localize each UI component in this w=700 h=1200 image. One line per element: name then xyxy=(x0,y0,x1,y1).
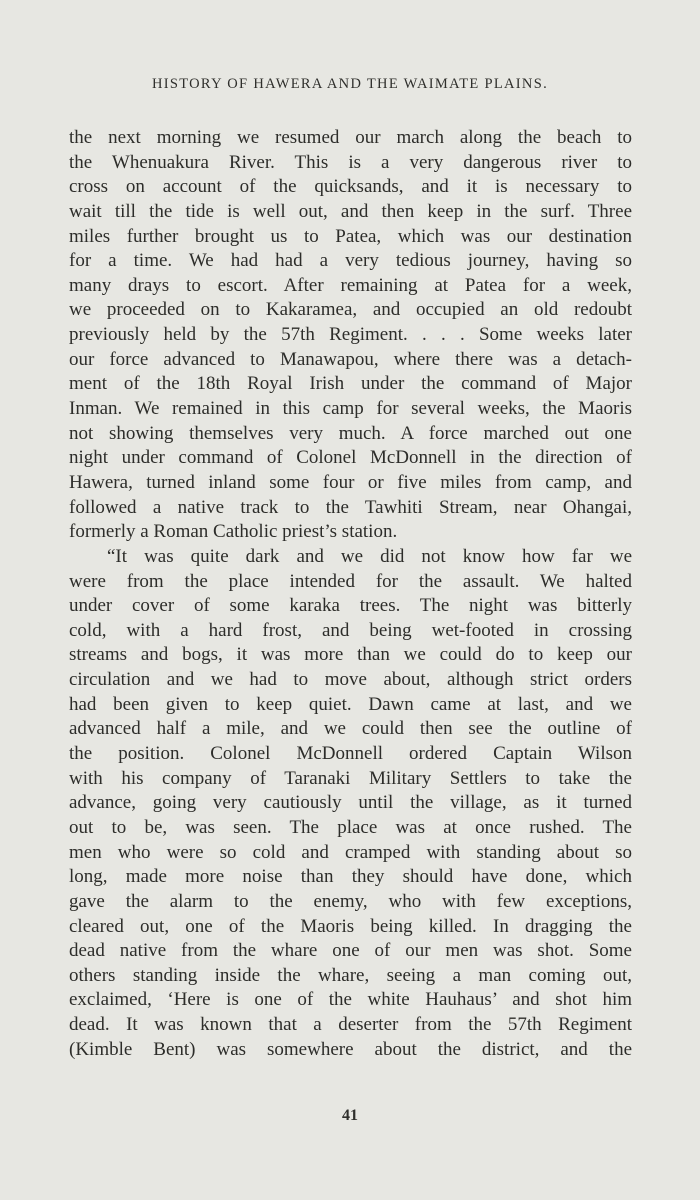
text-line: gave the alarm to the enemy, who with few exceptions, xyxy=(69,890,632,912)
text-line: had been given to keep quiet. Dawn came at last, and we xyxy=(69,693,632,715)
text-line: circulation and we had to move about, although strict orders xyxy=(69,669,632,691)
text-line: cold, with a hard frost, and being wet-footed in crossing xyxy=(69,619,632,641)
text-line: formerly a Roman Catholic priest’s station. xyxy=(69,521,398,543)
text-line: followed a native track to the Tawhiti Stream, near Ohangai, xyxy=(69,496,632,518)
text-line: under cover of some karaka trees. The night was bitterly xyxy=(69,595,632,617)
text-line: we proceeded on to Kakaramea, and occupied an old redoubt xyxy=(69,299,632,321)
text-line: out to be, was seen. The place was at once rushed. The xyxy=(69,816,632,838)
text-line: cross on account of the quicksands, and it is necessary to xyxy=(69,176,632,198)
text-line: Hawera, turned inland some four or five miles from camp, and xyxy=(69,471,632,493)
text-line: the Whenuakura River. This is a very dangerous river to xyxy=(69,151,632,173)
text-line: dead. It was known that a deserter from the 57th Regiment xyxy=(69,1014,632,1036)
text-line: advance, going very cautiously until the village, as it turned xyxy=(69,792,632,814)
text-line: for a time. We had had a very tedious journey, having so xyxy=(69,250,632,272)
running-head: HISTORY OF HAWERA AND THE WAIMATE PLAINS. xyxy=(152,76,548,92)
page-number: 41 xyxy=(342,1107,358,1124)
text-line: our force advanced to Manawapou, where there was a detach- xyxy=(69,348,632,370)
text-line: the next morning we resumed our march along the beach to xyxy=(69,127,632,148)
text-line: not showing themselves very much. A force marched out one xyxy=(69,422,632,444)
text-line: streams and bogs, it was more than we could do to keep our xyxy=(69,644,632,666)
text-line: many drays to escort. After remaining at Patea for a week, xyxy=(69,274,632,296)
text-line: men who were so cold and cramped with standing about so xyxy=(69,841,632,863)
text-line: Inman. We remained in this camp for several weeks, the Maoris xyxy=(69,398,632,420)
text-line: miles further brought us to Patea, which was our destination xyxy=(69,225,632,247)
text-line: with his company of Taranaki Military Settlers to take the xyxy=(69,767,632,789)
text-line: advanced half a mile, and we could then see the outline of xyxy=(69,718,632,740)
text-line: were from the place intended for the assault. We halted xyxy=(69,570,632,592)
text-line: cleared out, one of the Maoris being killed. In dragging the xyxy=(69,915,632,937)
text-line: night under command of Colonel McDonnell in the direction of xyxy=(69,447,632,469)
text-line: ment of the 18th Royal Irish under the command of Major xyxy=(69,373,632,395)
text-line: previously held by the 57th Regiment. . . . Some weeks later xyxy=(69,324,632,346)
text-line: (Kimble Bent) was somewhere about the district, and the xyxy=(69,1038,632,1060)
text-line: long, made more noise than they should have done, which xyxy=(69,866,632,888)
text-line: dead native from the whare one of our men was shot. Some xyxy=(69,940,632,962)
text-line: “It was quite dark and we did not know how far we xyxy=(107,545,632,567)
text-line: wait till the tide is well out, and then keep in the surf. Three xyxy=(69,200,632,222)
text-line: exclaimed, ‘Here is one of the white Hauhaus’ and shot him xyxy=(69,989,632,1011)
body-text xyxy=(69,126,632,1062)
text-line: the position. Colonel McDonnell ordered Captain Wilson xyxy=(69,743,632,765)
text-line: others standing inside the whare, seeing a man coming out, xyxy=(69,964,632,986)
